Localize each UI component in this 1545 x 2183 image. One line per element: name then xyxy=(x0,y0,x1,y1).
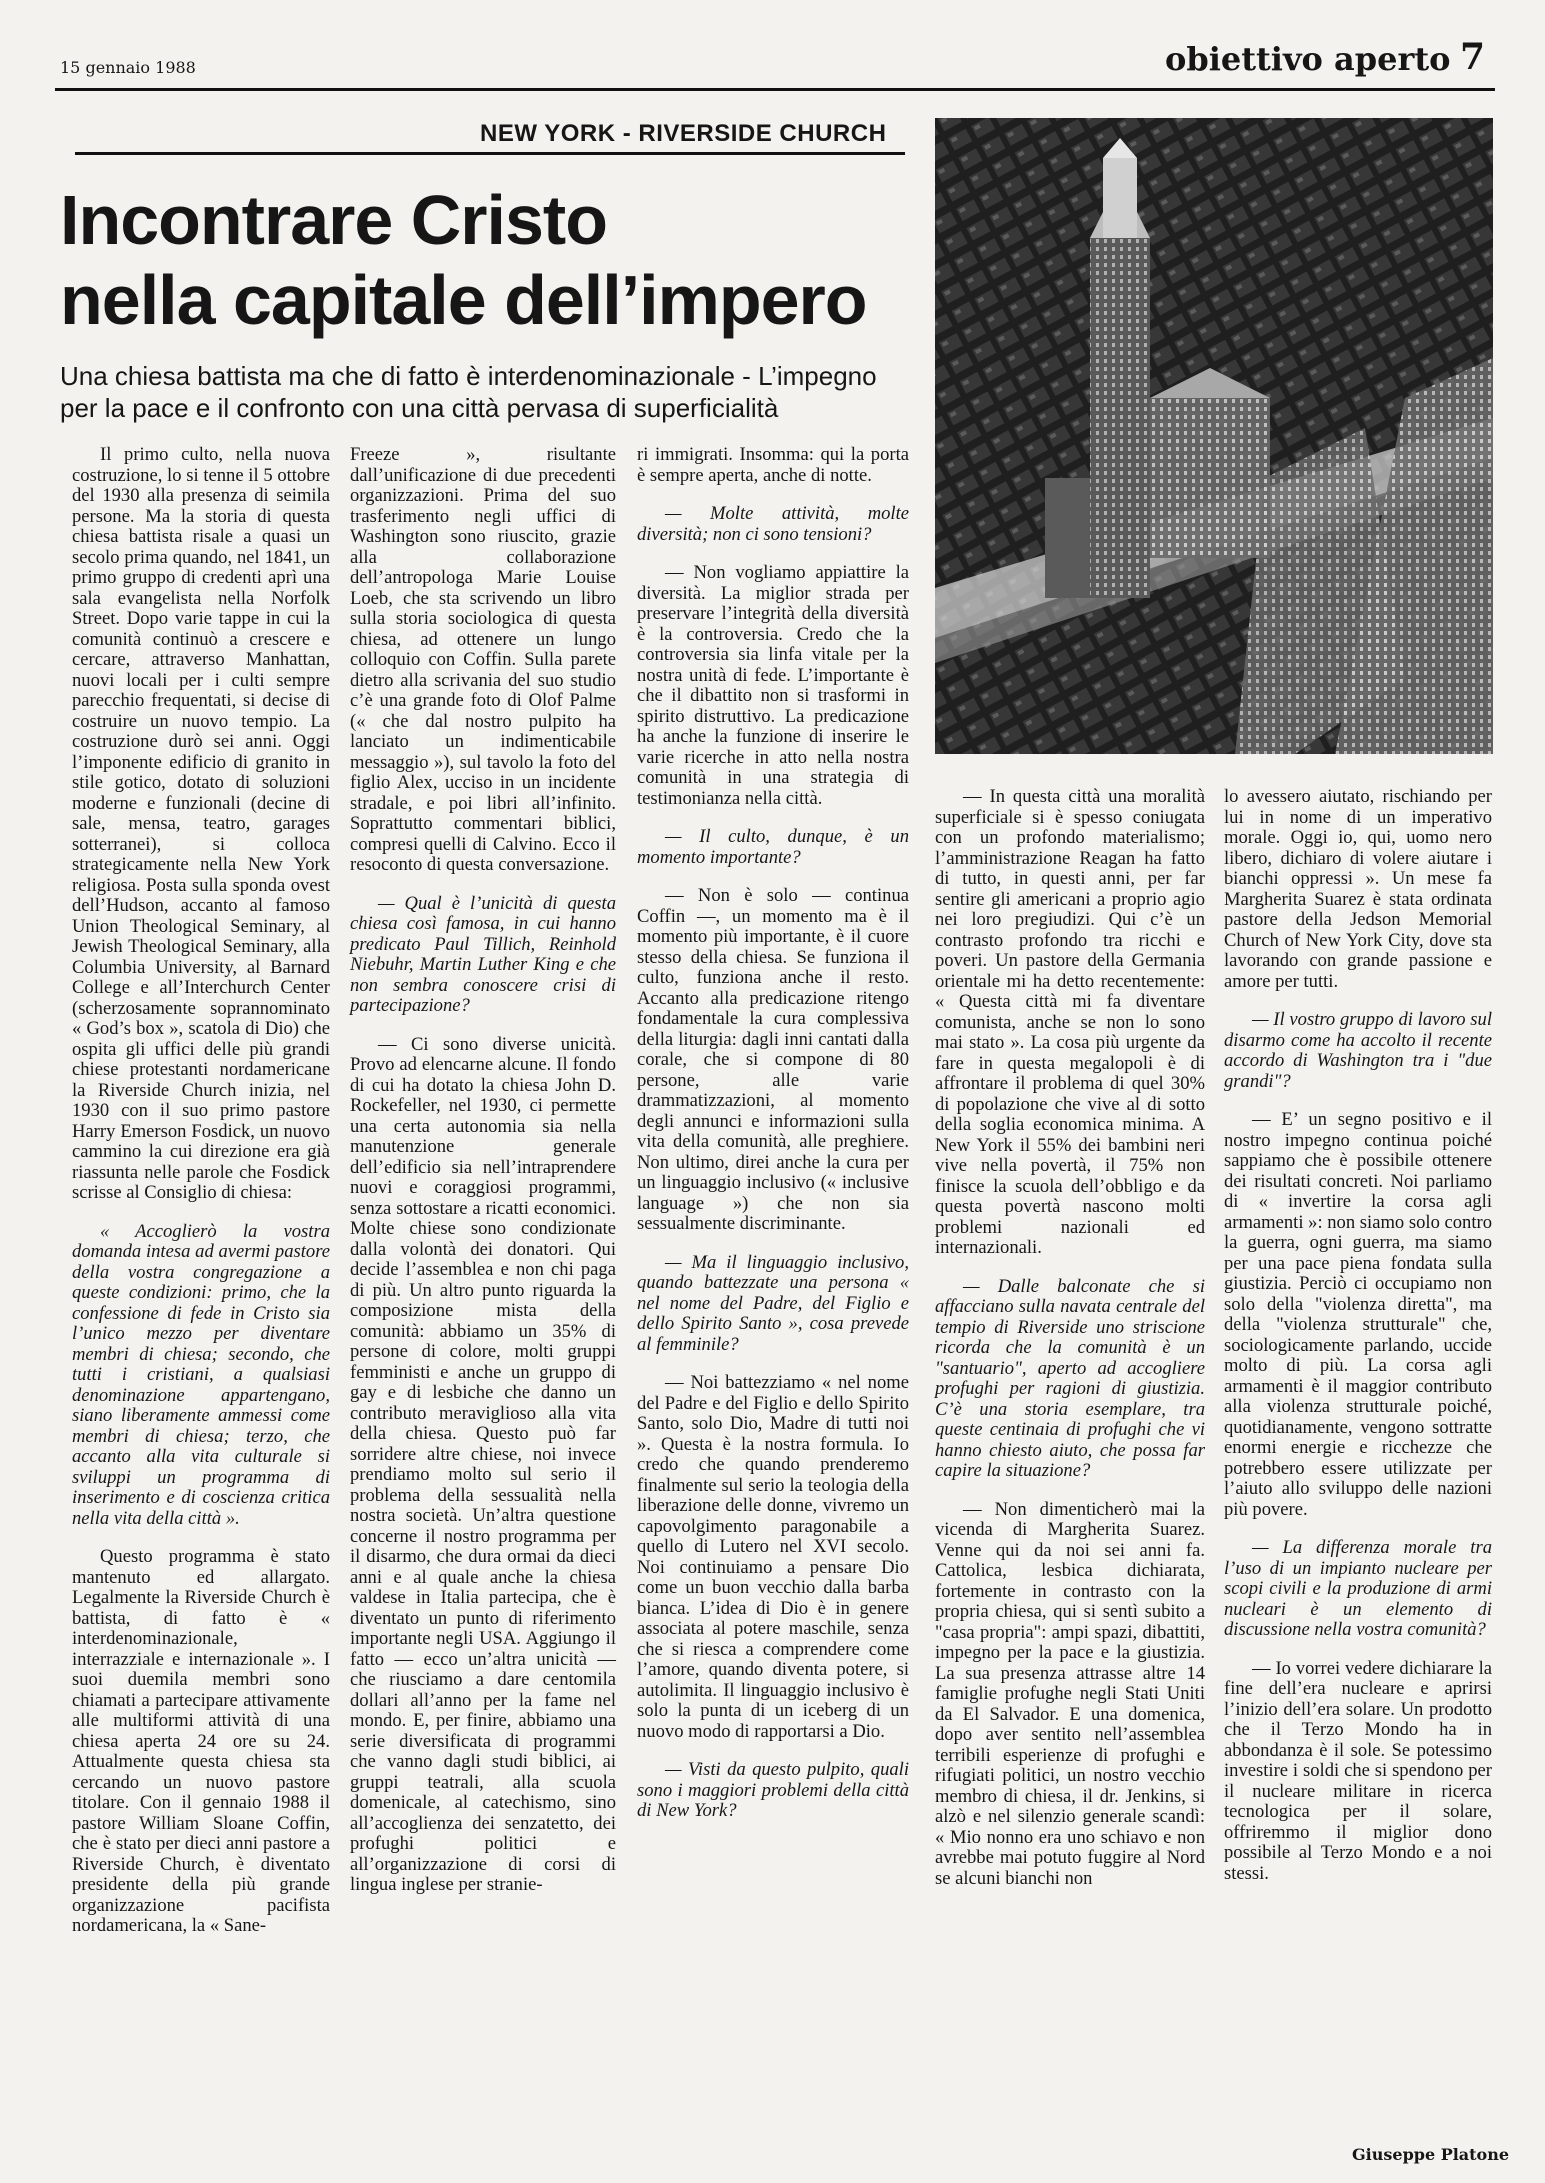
article-paragraph: — In questa città una moralità superficiale si è spesso coniugata con un profondo materialismo; l’amministrazione Reagan ha fatto di tutto, in questi anni, per far sentire gli americani a proprio agio nei loro pregiudizi. Qui c’è un contrasto profondo tra ricchi e poveri. Un pastore della Germania orientale mi ha detto recentemente: « Questa città mi fa diventare comunista, anche se non lo sono mai stato ». La cosa più urgente da fare in questa megalopoli è di affrontare il problema di quel 30% di popolazione che vive al di sotto della soglia economica minima. A New York il 55% dei bambini neri vive nella povertà, il 75% non finisce la scuola dell’obbligo e da questa povertà nascono molti problemi nazionali ed internazionali. xyxy=(935,786,1205,1258)
headline-line-2: nella capitale dell’impero xyxy=(60,261,867,339)
article-paragraph: ri immigrati. Insomma: qui la porta è sempre aperta, anche di notte. xyxy=(637,444,909,486)
text-column-5 xyxy=(1224,787,1492,1884)
interview-question: — La differenza morale tra l’uso di un impianto nucleare per scopi civili e la produzione di armi nucleari è un elemento di discussione nella vostra comunità? xyxy=(1224,1537,1492,1640)
interview-question: — Visti da questo pulpito, quali sono i maggiori problemi della città di New York? xyxy=(637,1759,909,1821)
article-paragraph: Freeze », risultante dall’unificazione di due precedenti organizzazioni. Prima del suo trasferimento negli uffici di Washington sono riuscito, grazie alla collaborazione dell’antropologa Marie Louise Loeb, che sta scrivendo un libro sulla storia sociologica di questa chiesa, ad ottenere un lungo colloquio con Coffin. Sulla parete dietro alla scrivania del suo studio c’è una grande foto di Olof Palme (« che dal nostro pulpito ha lanciato un indimenticabile messaggio »), sul tavolo la foto del figlio Alex, ucciso in un incidente stradale, e poi libri all’infinito. Soprattutto commentari biblici, compresi quelli di Calvino. Ecco il resoconto di questa conversazione. xyxy=(350,444,616,875)
article-paragraph: — Ci sono diverse unicità. Provo ad elencarne alcune. Il fondo di cui ha dotato la chiesa John D. Rockefeller, nel 1930, ci permette una certa autonomia sia nella manutenzione generale dell’edificio sia nell’intraprendere nuovi e coraggiosi programmi, senza sottostare a ricatti economici. Molte chiese sono condizionate dalla volontà dei donatori. Qui decide l’assemblea e non chi paga di più. Un altro punto riguarda la composizione mista della comunità: abbiamo un 35% di persone di colore, molti gruppi femministi e anche un gruppo di gay e di lesbiche che danno un contributo meraviglioso alla vita della chiesa. Questo può far sorridere altre chiese, noi invece prendiamo molto sul serio il problema della sessualità nella nostra società. Un’altra questione concerne il nostro programma per il disarmo, che dura ormai da dieci anni e al quale anche la chiesa valdese in Italia partecipa, che è diventato un punto di riferimento importante negli USA. Aggiungo il fatto — ecco un’altra unicità — che riusciamo a dare centomila dollari all’anno per la fame nel mondo. E, per finire, abbiamo una serie diversificata di programmi che vanno dagli studi biblici, ai gruppi teatrali, alla scuola domenicale, al catechismo, sino all’accoglienza dei senzatetto, dei profughi politici e all’organizzazione di corsi di lingua inglese per stranie- xyxy=(350,1033,616,1895)
headline-line-1: Incontrare Cristo xyxy=(60,181,607,259)
article-paragraph: — Noi battezziamo « nel nome del Padre e del Figlio e dello Spirito Santo, solo Dio, Madre di tutti noi ». Questa è la nostra formula. Io credo che quando prenderemo finalmente sul serio la teologia della liberazione delle donne, vivremo un capovolgimento paragonabile a quello di Lutero nel XVI secolo. Noi continuiamo a pensare Dio come un buon vecchio dalla barba bianca. L’idea di Dio è in genere associata al potere maschile, senza che si riesca a comprendere come l’amore, quando diventa potere, si autolimita. Il linguaggio inclusivo è solo la punta di un iceberg di un nuovo modo di rapportarsi a Dio. xyxy=(637,1372,909,1742)
church-photo xyxy=(935,118,1493,754)
interview-question: — Il culto, dunque, è un momento importante? xyxy=(637,826,909,868)
interview-question: « Accoglierò la vostra domanda intesa ad avermi pastore della vostra congregazione a queste condizioni: primo, che la confessione di fede in Cristo sia l’unico mezzo per diventare membri di chiesa; secondo, che tutti i cristiani, a qualsiasi denominazione appartengano, siano liberamente ammessi come membri di chiesa; terzo, che accanto alla vita culturale si sviluppi un programma di inserimento e di coscienza critica nella vita della città ». xyxy=(72,1220,330,1529)
text-column-1 xyxy=(72,445,330,1937)
article-subhead: Una chiesa battista ma che di fatto è interdenominazionale - L’impegno per la pace e il confronto con una città pervasa di superficialità xyxy=(60,361,877,423)
interview-question: — Il vostro gruppo di lavoro sul disarmo come ha accolto il recente accordo di Washington tra i "due grandi"? xyxy=(1224,1009,1492,1092)
article-kicker: NEW YORK - RIVERSIDE CHURCH xyxy=(480,120,887,147)
riverside-church-aerial-photo xyxy=(935,118,1493,754)
article-paragraph: — Non vogliamo appiattire la diversità. La miglior strada per preservare l’integrità della diversità è la controversia. Credo che la controversia sia linfa vitale per la nostra unità di fede. L’importante è che il dibattito non si trasformi in spirito distruttivo. La predicazione ha anche la funzione di inserire le varie ricerche in atto nella nostra comunità in una strategia di testimonianza nella città. xyxy=(637,562,909,809)
header-rule xyxy=(55,88,1495,91)
section-title: obiettivo aperto xyxy=(1165,40,1451,78)
interview-question: — Molte attività, molte diversità; non ci sono tensioni? xyxy=(637,503,909,545)
issue-date: 15 gennaio 1988 xyxy=(60,58,196,77)
article-paragraph: — E’ un segno positivo e il nostro impegno continua poiché sappiamo che è possibile ottenere dei risultati concreti. Noi parliamo di « invertire la corsa agli armamenti »: non siamo solo contro la guerra, ogni guerra, ma siamo per una pace piena fondata sulla giustizia. Perciò ci occupiamo non solo della "violenza diretta", ma della "violenza strutturale" che, sociologicamente parlando, uccide molto di più. La corsa agli armamenti è il maggior contributo alla violenza strutturale poiché, quotidianamente, vengono sottratte enormi energie e ricchezze che potrebbero essere utilizzate per l’aiuto allo sviluppo delle nazioni più povere. xyxy=(1224,1109,1493,1520)
text-column-4 xyxy=(935,787,1205,1889)
article-paragraph: lo avessero aiutato, rischiando per lui in nome di un imperativo morale. Oggi io, qui, uomo nero libero, dichiaro di volere aiutare i bianchi oppressi ». Un mese fa Margherita Suarez è stata ordinata pastore della Jedson Memorial Church of New York City, dove sta lavorando con grande passione e amore per tutti. xyxy=(1224,786,1492,992)
kicker-rule xyxy=(75,152,905,155)
article-paragraph: Il primo culto, nella nuova costruzione, lo si tenne il 5 ottobre del 1930 alla presenza di seimila persone. Ma la storia di questa chiesa battista risale a quasi un secolo prima quando, nel 1841, un primo gruppo di credenti aprì una sala evangelista nella Norfolk Street. Dopo varie tappe in cui la comunità continuò a crescere e cercare, attraverso Manhattan, nuovi locali per i culti sempre parecchio frequentati, si decise di costruire un nuovo tempio. La costruzione durò sei anni. Oggi l’imponente edificio di granito in stile gotico, dotato di soluzioni moderne e funzionali (decine di sale, mensa, teatro, garages sotterranei), si colloca strategicamente nella New York religiosa. Posta sulla sponda ovest dell’Hudson, accanto al famoso Union Theological Seminary, al Jewish Theological Seminary, alla Columbia University, al Barnard College e all’Interchurch Center (scherzosamente soprannominato « God’s box », scatola di Dio) che ospita gli uffici delle più grandi chiese protestanti nordamericane la Riverside Church inizia, nel 1930 con il suo primo pastore Harry Emerson Fosdick, un nuovo cammino la cui direzione era già riassunta nelle parole che Fosdick scrisse al Consiglio di chiesa: xyxy=(72,444,330,1203)
interview-question: — Qual è l’unicità di questa chiesa così famosa, in cui hanno predicato Paul Tillich, Reinhold Niebuhr, Martin Luther King e che non sembra conoscere crisi di partecipazione? xyxy=(350,892,616,1016)
article-paragraph: — Non è solo — continua Coffin —, un momento ma è il momento più importante, è il cuore stesso della chiesa. Se funziona il culto, funziona anche il resto. Accanto alla predicazione ritengo fondamentale la cura complessiva della liturgia: dagli inni cantati dalla corale, che si compone di 80 persone, alle varie drammatizzazioni, al momento degli annunci e informazioni sulla vita della comunità, alle preghiere. Non ultimo, direi anche la cura per un linguaggio inclusivo (« inclusive language ») che non sia sessualmente discriminante. xyxy=(637,885,909,1234)
article-paragraph: Questo programma è stato mantenuto ed allargato. Legalmente la Riverside Church è battista, di fatto è « interdenominazionale, interrazziale e internazionale ». I suoi duemila membri sono chiamati a partecipare attivamente alle multiformi attività di una chiesa aperta 24 ore su 24. Attualmente questa chiesa sta cercando un nuovo pastore titolare. Con il gennaio 1988 il pastore William Sloane Coffin, che è stato per dieci anni pastore a Riverside Church, è diventato presidente della più grande organizzazione pacifista nordamericana, la « Sane- xyxy=(72,1546,330,1936)
article-headline xyxy=(60,180,920,340)
page-number: 7 xyxy=(1460,36,1486,78)
text-column-3 xyxy=(637,445,909,1822)
article-author: Giuseppe Platone xyxy=(1352,2145,1510,2164)
text-column-2 xyxy=(350,445,616,1896)
article-paragraph: — Io vorrei vedere dichiarare la fine dell’era nucleare e aprirsi l’inizio dell’era solare. Un prodotto che il Terzo Mondo ha in abbondanza è il sole. Se potessimo investire i soldi che si spendono per il nucleare militare in ricerca tecnologica per il solare, offriremmo il miglior dono possibile al Terzo Mondo e a noi stessi. xyxy=(1224,1657,1492,1884)
article-paragraph: — Non dimenticherò mai la vicenda di Margherita Suarez. Venne qui da noi sei anni fa. Cattolica, lesbica dichiarata, fortemente in contrasto con la propria chiesa, qui si sentì subito a "casa propria": ampi spazi, dibattiti, impegno per la pace e la giustizia. La sua presenza attrasse altre 14 famiglie profughe negli Stati Uniti da El Salvador. E una domenica, dopo aver sentito nell’assemblea terribili esperienze di profughi e rifugiati politici, un nostro vecchio membro di chiesa, il dr. Jenkins, si alzò e nel silenzio generale scandì: « Mio nonno era uno schiavo e non avrebbe mai potuto fuggire al Nord se alcuni bianchi non xyxy=(935,1498,1205,1889)
interview-question: — Ma il linguaggio inclusivo, quando battezzate una persona « nel nome del Padre, del Figlio e dello Spirito Santo », cosa prevede al femminile? xyxy=(637,1251,909,1355)
interview-question: — Dalle balconate che si affacciano sulla navata centrale del tempio di Riverside uno striscione ricorda che la comunità è un "santuario", aperto ad accogliere profughi per ragioni di giustizia. C’è una storia esemplare, tra queste centinaia di profughi che vi hanno chiesto aiuto, che possa far capire la situazione? xyxy=(935,1275,1205,1481)
